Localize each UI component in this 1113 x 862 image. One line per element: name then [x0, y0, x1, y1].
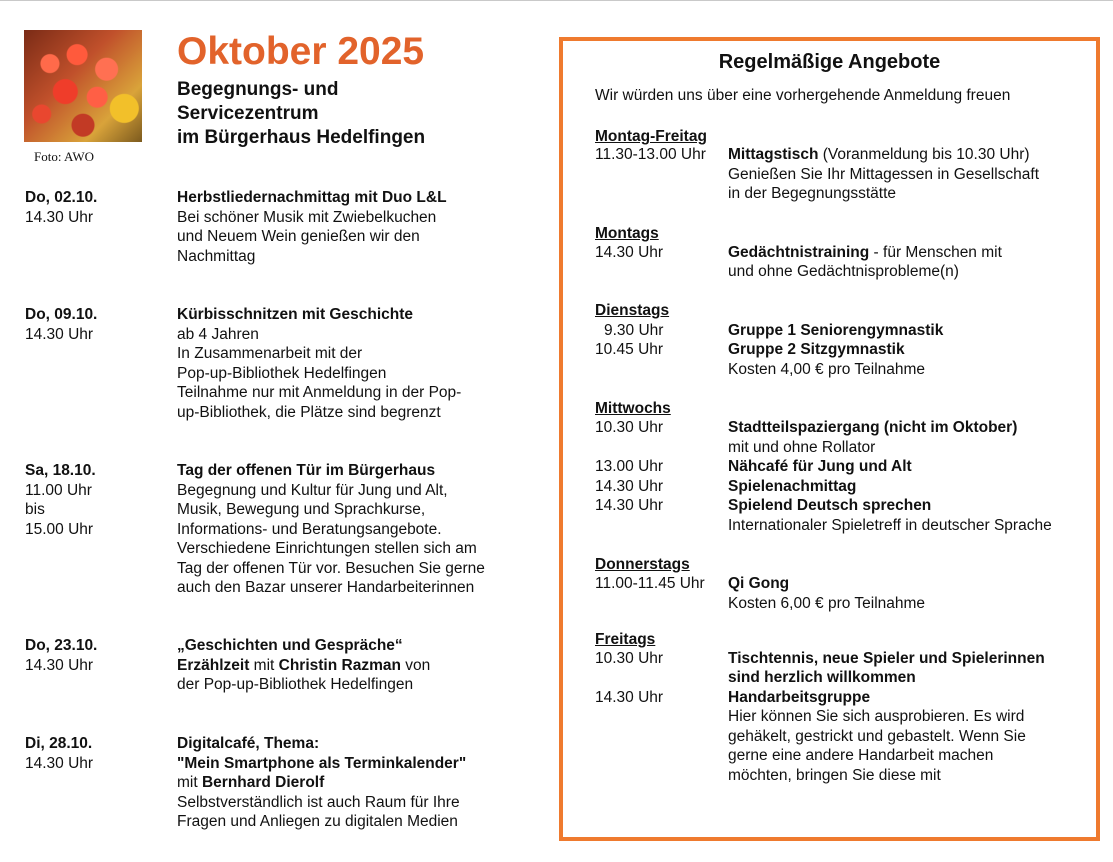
event-desc-line: Nachmittag — [177, 247, 256, 265]
event-desc-line: Selbstverständlich ist auch Raum für Ihre — [177, 793, 460, 811]
event-desc-line: Tag der offenen Tür vor. Besuchen Sie gerne — [177, 559, 485, 577]
top-divider — [0, 0, 1113, 1]
offer-name: Nähcafé für Jung und Alt — [728, 458, 912, 475]
event-when — [25, 188, 97, 227]
photo-credit: Foto: AWO — [34, 149, 94, 164]
event-when — [25, 734, 93, 773]
event-desc-line: Teilnahme nur mit Anmeldung in der Pop- — [177, 384, 462, 401]
regular-offers-box — [559, 37, 1100, 841]
event-desc-line: Pop-up-Bibliothek Hedelfingen — [177, 364, 387, 382]
event-title: „Geschichten und Gespräche“ — [177, 637, 403, 654]
event-title: Kürbisschnitzen mit Geschichte — [177, 306, 413, 323]
offer-desc: Internationaler Spieletreff in deutscher Sprache — [728, 517, 1052, 534]
event-time: 11.00 Uhr — [25, 481, 92, 499]
event-desc-line: Fragen und Anliegen zu digitalen Medien — [177, 813, 458, 830]
offer-time: 10.30 Uhr — [595, 419, 664, 436]
box-intro: Wir würden uns über eine vorhergehende Anmeldung freuen — [595, 87, 1011, 104]
event-time: 14.30 Uhr — [25, 656, 94, 674]
event-details — [177, 305, 542, 422]
offer-name: sind herzlich willkommen — [728, 669, 916, 686]
event-details — [177, 461, 542, 598]
offer-time: 10.45 Uhr — [595, 341, 664, 358]
event-date: Do, 09.10. — [25, 306, 98, 323]
event-details — [177, 734, 542, 832]
offer-name: Gruppe 1 Seniorengymnastik — [728, 322, 944, 339]
event-date: Di, 28.10. — [25, 735, 93, 752]
event-desc-line — [177, 773, 542, 793]
event-desc-line: und Neuem Wein genießen wir den — [177, 228, 420, 245]
event-desc-line: Begegnung und Kultur für Jung und Alt, — [177, 481, 448, 499]
day-heading: Montags — [595, 225, 659, 242]
offer-time: 11.00-11.45 Uhr — [595, 575, 705, 592]
offer-desc: in der Begegnungsstätte — [728, 185, 897, 202]
offer-cost: Kosten 4,00 € pro Teilnahme — [728, 361, 926, 378]
event-title: Herbstliedernachmittag mit Duo L&L — [177, 189, 447, 206]
apple-photo — [24, 30, 142, 142]
event-title: Digitalcafé, Thema: — [177, 735, 320, 752]
offer-time: 13.00 Uhr — [595, 458, 664, 475]
offer-desc: und ohne Gedächtnisprobleme(n) — [728, 263, 959, 280]
offer-name: Spielenachmittag — [728, 478, 857, 495]
event-when — [25, 305, 97, 344]
event-desc-line: der Pop-up-Bibliothek Hedelfingen — [177, 676, 414, 693]
event-desc-line: In Zusammenarbeit mit der — [177, 345, 363, 362]
page-title: Oktober 2025 — [177, 30, 425, 73]
offer-desc: gerne eine andere Handarbeit machen — [728, 747, 994, 764]
day-heading: Dienstags — [595, 302, 670, 319]
offer-name: Gedächtnistraining — [728, 244, 870, 261]
subtitle-line: im Bürgerhaus Hedelfingen — [177, 127, 426, 148]
event-desc-line: up-Bibliothek, die Plätze sind begrenzt — [177, 403, 441, 421]
offer-name: Stadtteilspaziergang (nicht im Oktober) — [728, 419, 1018, 436]
event-when — [25, 461, 96, 539]
offer-name: Handarbeitsgruppe — [728, 689, 871, 706]
offer-name: Qi Gong — [728, 575, 790, 592]
page-subtitle — [177, 78, 425, 150]
offer-time: 10.30 Uhr — [595, 650, 664, 667]
offer-name: Spielend Deutsch sprechen — [728, 497, 932, 514]
event-text: von — [400, 656, 431, 674]
day-heading: Donnerstags — [595, 556, 690, 573]
event-time: 14.30 Uhr — [25, 754, 94, 772]
offer-desc: gehäkelt, gestrickt und gebastelt. Wenn Sie — [728, 728, 1026, 745]
offer-cost: Kosten 6,00 € pro Teilnahme — [728, 595, 926, 612]
offer-desc: Genießen Sie Ihr Mittagessen in Gesellschaft — [728, 166, 1040, 183]
event-desc-line: ab 4 Jahren — [177, 325, 259, 343]
event-highlight: Erzählzeit — [177, 656, 250, 674]
offer-time: 14.30 Uhr — [595, 689, 664, 706]
event-desc-line: Musik, Bewegung und Sprachkurse, — [177, 501, 426, 518]
event-text: mit — [177, 774, 202, 791]
box-title: Regelmäßige Angebote — [718, 51, 941, 73]
event-date: Do, 02.10. — [25, 189, 98, 206]
event-desc-line: Bei schöner Musik mit Zwiebelkuchen — [177, 208, 437, 226]
day-heading: Montag-Freitag — [595, 128, 707, 145]
event-text: mit — [249, 656, 279, 674]
event-desc-line: Informations- und Beratungsangebote. — [177, 520, 442, 538]
event-details — [177, 636, 542, 695]
offer-title — [728, 243, 1002, 263]
offer-time: 9.30 Uhr — [604, 322, 664, 339]
subtitle-line: Begegnungs- und — [177, 79, 339, 100]
offer-title — [728, 145, 1030, 165]
offer-desc: Hier können Sie sich ausprobieren. Es wird — [728, 708, 1025, 725]
event-desc-line: Verschiedene Einrichtungen stellen sich am — [177, 540, 477, 557]
event-when — [25, 636, 97, 675]
offer-note: (Voranmeldung bis 10.30 Uhr) — [818, 146, 1030, 163]
event-desc-line — [177, 656, 542, 676]
event-time: 14.30 Uhr — [25, 325, 94, 343]
event-host: Christin Razman — [278, 656, 401, 674]
subtitle-line: Servicezentrum — [177, 103, 319, 124]
offer-desc: mit und ohne Rollator — [728, 439, 876, 456]
event-time: 15.00 Uhr — [25, 520, 94, 538]
offer-time: 11.30-13.00 Uhr — [595, 146, 706, 163]
offer-name: Tischtennis, neue Spieler und Spielerinnen — [728, 650, 1045, 667]
event-title: Tag der offenen Tür im Bürgerhaus — [177, 462, 436, 479]
event-host: Bernhard Dierolf — [201, 774, 325, 791]
event-time: bis — [25, 501, 45, 518]
offer-desc: möchten, bringen Sie diese mit — [728, 767, 941, 784]
event-title: "Mein Smartphone als Terminkalender" — [177, 754, 467, 772]
offer-note: - für Menschen mit — [869, 244, 1002, 261]
offer-name: Gruppe 2 Sitzgymnastik — [728, 341, 905, 358]
day-heading: Mittwochs — [595, 400, 671, 417]
offer-time: 14.30 Uhr — [595, 244, 664, 261]
event-details — [177, 188, 542, 266]
day-heading: Freitags — [595, 631, 656, 648]
event-date: Do, 23.10. — [25, 637, 98, 654]
offer-time: 14.30 Uhr — [595, 478, 664, 495]
offer-time: 14.30 Uhr — [595, 497, 664, 514]
event-date: Sa, 18.10. — [25, 462, 96, 479]
event-desc-line: auch den Bazar unserer Handarbeiterinnen — [177, 579, 475, 596]
offer-name: Mittagstisch — [728, 146, 819, 163]
event-time: 14.30 Uhr — [25, 208, 94, 226]
